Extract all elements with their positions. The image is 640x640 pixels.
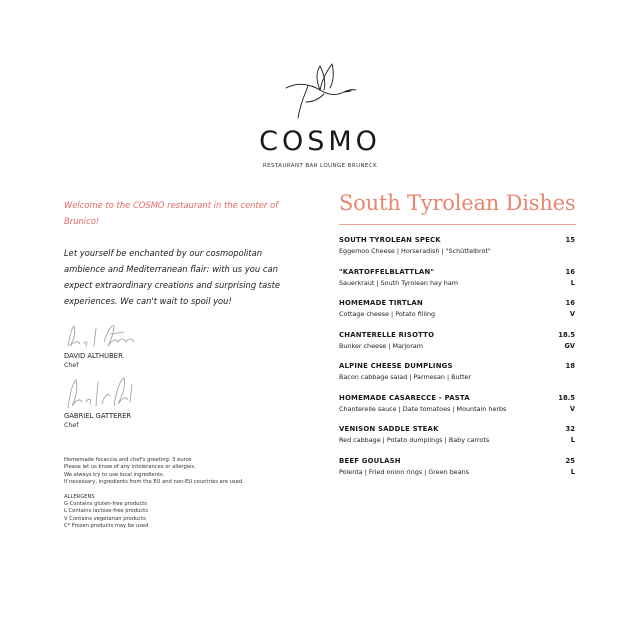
chef-signature-block: [64, 320, 144, 370]
signature-icon: [64, 372, 144, 412]
dish-item: [339, 268, 576, 300]
dish-description: Bunker cheese | Marjoram: [339, 341, 423, 350]
bird-logo-icon: [280, 60, 360, 122]
dish-item: [339, 362, 576, 394]
dish-item: [339, 236, 576, 268]
dish-allergen-tag: V: [569, 310, 575, 318]
dish-name: CHANTERELLE RISOTTO: [339, 330, 435, 339]
dish-price: 18: [565, 362, 575, 370]
dish-description: Cottage cheese | Potato filling: [339, 310, 436, 318]
dish-allergen-tag: GV: [564, 341, 575, 350]
section-title: South Tyrolean Dishes: [339, 191, 576, 215]
restaurant-logo: [0, 60, 640, 169]
menu-section: [339, 188, 576, 488]
note-line: We always try to use local ingredients.: [64, 471, 165, 478]
dish-price: 16: [565, 299, 575, 307]
allergen-line: C* Frozen products may be used: [64, 523, 149, 530]
dish-price: 16: [565, 267, 575, 276]
dish-item: [339, 394, 576, 426]
section-divider: [339, 224, 576, 225]
dish-name: VENISON SADDLE STEAK: [339, 425, 439, 433]
dish-name: "KARTOFFELBLATTLAN": [339, 267, 435, 276]
note-line: Homemade focaccia and chef's greeting: 3 euros: [64, 457, 192, 463]
dish-name: HOMEMADE CASARECCE - PASTA: [339, 393, 470, 402]
welcome-text: Welcome to the COSMO restaurant in the center of Brunico!: [64, 200, 279, 226]
signature-icon: [64, 320, 144, 352]
dish-description: Chanterelle sauce | Date tomatoes | Mountain herbs: [339, 404, 507, 413]
allergen-line: V Contains vegetarian products: [64, 515, 146, 522]
dish-name: ALPINE CHEESE DUMPLINGS: [339, 362, 453, 370]
allergen-line: G Contains gluten-free products: [64, 501, 147, 508]
chef-role: Chef: [64, 362, 79, 369]
dish-allergen-tag: L: [570, 436, 575, 444]
dish-description: Sauerkraut | South Tyrolean hay ham: [339, 278, 458, 287]
dish-description: Bacon cabbage salad | Parmesan | Butter: [339, 373, 472, 381]
dish-price: 25: [565, 456, 575, 465]
dish-price: 32: [565, 425, 575, 433]
dish-item: [339, 331, 576, 363]
note-line: If necessary, ingredients from the EU and non-EU countries are used.: [64, 479, 244, 486]
brand-name: COSMO: [259, 126, 381, 157]
menu-notes: [64, 457, 304, 531]
dish-item: [339, 425, 576, 457]
intro-text: Let yourself be enchanted by our cosmopolitan ambience and Mediterranean flair: with us you can expect extraordinary creations and surprising taste experiences. We can't wait to spoil you!: [64, 248, 281, 306]
brand-subtitle: RESTAURANT BAR LOUNGE BRUNECK: [262, 163, 378, 169]
chef-name: DAVID ALTHUBER: [64, 352, 123, 360]
dish-name: SOUTH TYROLEAN SPECK: [339, 236, 441, 244]
dish-item: [339, 299, 576, 331]
dish-name: BEEF GOULASH: [339, 456, 401, 465]
dish-description: Polenta | Fried onion rings | Green beans: [339, 467, 470, 476]
intro-section: [64, 197, 304, 309]
chef-role: Chef: [64, 422, 79, 429]
dish-name: HOMEMADE TIRTLAN: [339, 299, 423, 307]
dish-price: 18.5: [558, 393, 575, 402]
dish-price: 18.5: [558, 330, 575, 339]
dish-allergen-tag: L: [570, 278, 575, 287]
chef-name: GABRIEL GATTERER: [64, 412, 132, 420]
dish-list: [339, 236, 576, 488]
dish-allergen-tag: V: [569, 404, 575, 413]
dish-description: Eggemoo Cheese | Horseradish | "Schüttelbrot": [339, 247, 491, 255]
dish-price: 15: [565, 236, 575, 244]
chef-signature-block: [64, 372, 144, 430]
dish-description: Red cabbage | Potato dumplings | Baby carrots: [339, 436, 490, 444]
note-line: Please let us know of any intolerances or allergies.: [64, 464, 196, 471]
allergen-line: L Contains lactose-free products: [64, 508, 148, 515]
dish-item: [339, 457, 576, 489]
allergens-title: ALLERGENS: [64, 493, 95, 500]
dish-allergen-tag: L: [570, 467, 575, 476]
